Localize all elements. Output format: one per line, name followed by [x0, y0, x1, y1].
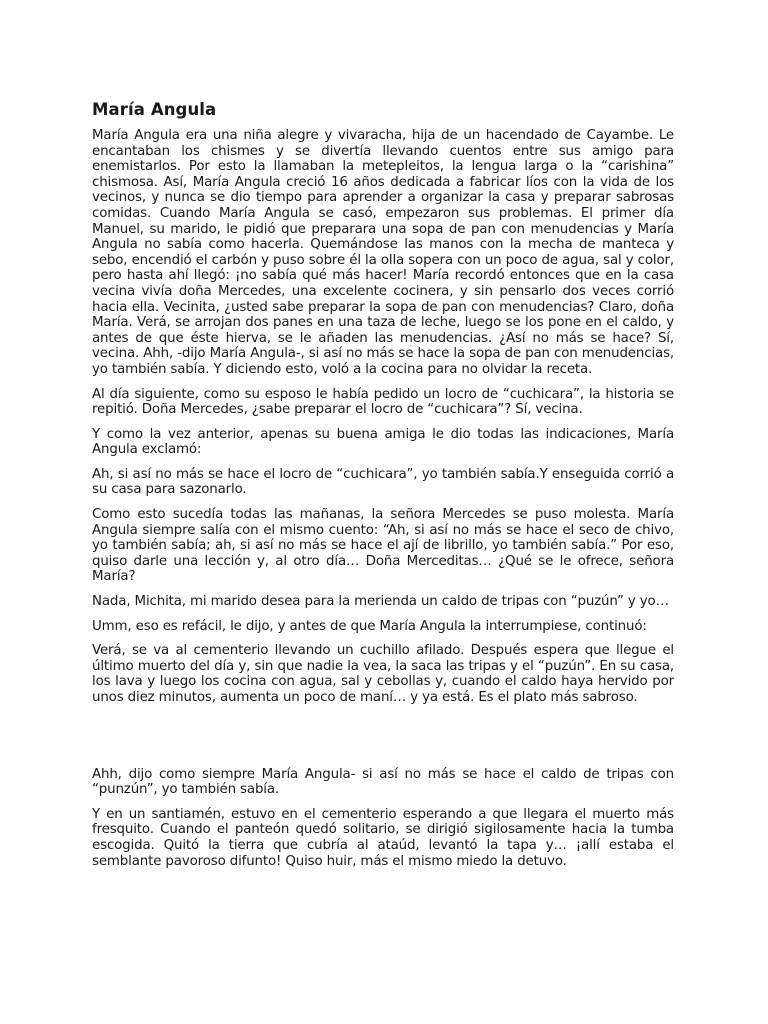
- paragraph-4: Ah, si así no más se hace el locro de “cuchicara”, yo también sabía.Y enseguida corrió a su casa para sazonarlo.: [92, 466, 674, 498]
- paragraph-2: Al día siguiente, como su esposo le había pedido un locro de “cuchicara”, la historia se repitió. Doña Mercedes, ¿sabe preparar el locro de “cuchicara”? Sí, vecina.: [92, 386, 674, 418]
- paragraph-9: Ahh, dijo como siempre María Angula- si así no más se hace el caldo de tripas con “punzún”, yo también sabía.: [92, 766, 674, 798]
- paragraph-1: María Angula era una niña alegre y vivaracha, hija de un hacendado de Cayambe. Le encantaban los chismes y se divertía llevando cuentos entre sus amigo para enemistarlos. Por esto la llamaban la metepleitos, la lengua larga o la “carishina” chismosa. Así, María Angula creció 16 años dedicada a fabricar líos con la vida de los vecinos, y nunca se dio tiempo para aprender a organizar la casa y preparar sabrosas comidas. Cuando María Angula se casó, empezaron sus problemas. El primer día Manuel, su marido, le pidió que preparara una sopa de pan con menudencias y María Angula no sabía como hacerla. Quemándose las manos con la mecha de manteca y sebo, encendió el carbón y puso sobre él la olla sopera con un poco de agua, sal y color, pero hasta ahí llegó: ¡no sabía qué más hacer! María recordó entonces que en la casa vecina vivía doña Mercedes, una excelente cocinera, y sin pensarlo dos veces corrió hacia ella. Vecinita, ¿usted sabe preparar la sopa de pan con menudencias? Claro, doña María. Verá, se arrojan dos panes en una taza de leche, luego se los pone en el caldo, y antes de que éste hierva, se le añaden las menudencias. ¿Así no más se hace? Sí, vecina. Ahh, -dijo María Angula-, si así no más se hace la sopa de pan con menudencias, yo también sabía. Y diciendo esto, voló a la cocina para no olvidar la receta.: [92, 128, 674, 377]
- paragraph-10: Y en un santiamén, estuvo en el cementerio esperando a que llegara el muerto más fresquito. Cuando el panteón quedó solitario, se dirigió sigilosamente hacia la tumba escogida. Quitó la tierra que cubría al ataúd, levantó la tapa y… ¡allí estaba el semblante pavoroso difunto! Quiso huir, más el mismo miedo la detuvo.: [92, 806, 674, 869]
- paragraph-7: Umm, eso es refácil, le dijo, y antes de que María Angula la interrumpiese, continuó:: [92, 618, 647, 634]
- paragraph-3: Y como la vez anterior, apenas su buena amiga le dio todas las indicaciones, María Angula exclamó:: [92, 426, 674, 458]
- paragraph-5: Como esto sucedía todas las mañanas, la señora Mercedes se puso molesta. María Angula siempre salía con el mismo cuento: “Ah, si así no más se hace el seco de chivo, yo también sabía; ah, si así no más se hace el ají de librillo, yo también sabía.” Por eso, quiso darle una lección y, al otro día… Doña Merceditas… ¿Qué se le ofrece, señora María?: [92, 507, 674, 585]
- paragraph-8: Verá, se va al cementerio llevando un cuchillo afilado. Después espera que llegue el último muerto del día y, sin que nadie la vea, la saca las tripas y el “puzún”. En su casa, los lava y luego los cocina con agua, sal y cebollas y, cuando el caldo haya hervido por unos diez minutos, aumenta un poco de maní… y ya está. Es el plato más sabroso.: [92, 643, 674, 705]
- paragraph-6: Nada, Michita, mi marido desea para la merienda un caldo de tripas con “puzún” y yo…: [92, 594, 669, 610]
- document-title: María Angula: [92, 100, 217, 119]
- section-gap: [92, 715, 674, 767]
- document-page: [92, 100, 674, 878]
